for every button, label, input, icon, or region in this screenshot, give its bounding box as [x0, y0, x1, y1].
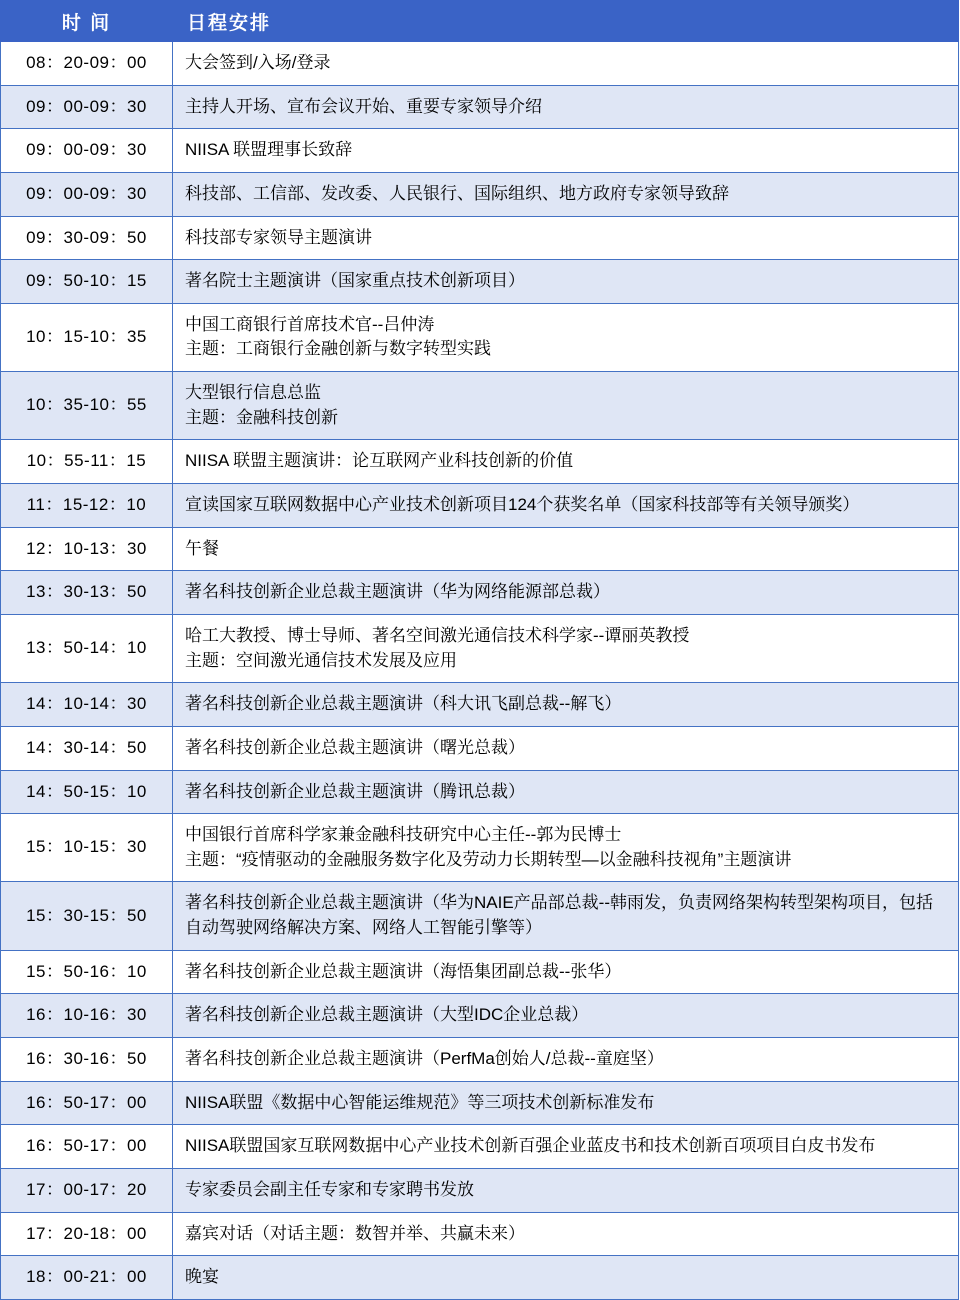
table-row: [1, 571, 959, 615]
cell-agenda-item: [173, 770, 959, 814]
cell-agenda-item: [173, 484, 959, 528]
agenda-item-line: 科技部、工信部、发改委、人民银行、国际组织、地方政府专家领导致辞: [185, 183, 729, 203]
cell-time: 09：00-09：30: [1, 85, 173, 129]
cell-agenda-item: [173, 1081, 959, 1125]
table-row: [1, 129, 959, 173]
cell-time: 10：35-10：55: [1, 372, 173, 440]
cell-agenda-item: [173, 172, 959, 216]
cell-time: 08：20-09：00: [1, 42, 173, 86]
table-row: [1, 814, 959, 882]
agenda-item-line: 午餐: [185, 538, 219, 558]
cell-time: 10：55-11：15: [1, 440, 173, 484]
cell-agenda-item: [173, 994, 959, 1038]
table-row: [1, 527, 959, 571]
header-row: [1, 1, 959, 42]
agenda-item-line: 著名科技创新企业总裁主题演讲（PerfMa创始人/总裁--童庭坚）: [185, 1049, 664, 1069]
cell-agenda-item: [173, 1125, 959, 1169]
cell-time: 13：30-13：50: [1, 571, 173, 615]
agenda-item-line: 主题：空间激光通信技术发展及应用: [185, 650, 457, 670]
agenda-item-line: 主题：工商银行金融创新与数字转型实践: [185, 339, 491, 359]
cell-agenda-item: [173, 1256, 959, 1300]
agenda-item-line: 嘉宾对话（对话主题：数智并举、共赢未来）: [185, 1223, 525, 1243]
table-row: [1, 770, 959, 814]
table-row: [1, 882, 959, 950]
agenda-item-line: 专家委员会副主任专家和专家聘书发放: [185, 1179, 474, 1199]
cell-agenda-item: [173, 726, 959, 770]
column-header-item: 日程安排: [173, 1, 959, 42]
table-header: [1, 1, 959, 42]
cell-time: 11：15-12：10: [1, 484, 173, 528]
agenda-item-line: 著名院士主题演讲（国家重点技术创新项目）: [185, 271, 525, 291]
cell-time: 09：30-09：50: [1, 216, 173, 260]
cell-time: 17：20-18：00: [1, 1212, 173, 1256]
cell-time: 17：00-17：20: [1, 1168, 173, 1212]
agenda-item-line: 著名科技创新企业总裁主题演讲（华为网络能源部总裁）: [185, 582, 610, 602]
cell-time: 15：30-15：50: [1, 882, 173, 950]
agenda-item-line: 著名科技创新企业总裁主题演讲（华为NAIE产品部总裁--韩雨发，负责网络架构转型架构项目，包括自动驾驶网络解决方案、网络人工智能引擎等）: [185, 893, 933, 938]
cell-agenda-item: [173, 950, 959, 994]
cell-agenda-item: [173, 1038, 959, 1082]
cell-agenda-item: [173, 129, 959, 173]
table-row: [1, 994, 959, 1038]
cell-agenda-item: [173, 882, 959, 950]
column-header-time: 时 间: [1, 1, 173, 42]
table-row: [1, 726, 959, 770]
cell-time: 14：50-15：10: [1, 770, 173, 814]
table-body: [1, 42, 959, 1300]
agenda-item-line: 中国银行首席科学家兼金融科技研究中心主任--郭为民博士: [185, 825, 622, 845]
table-row: [1, 85, 959, 129]
cell-agenda-item: [173, 571, 959, 615]
table-row: [1, 1081, 959, 1125]
agenda-item-line: 大型银行信息总监: [185, 383, 321, 403]
cell-time: 15：50-16：10: [1, 950, 173, 994]
table-row: [1, 1125, 959, 1169]
cell-agenda-item: [173, 85, 959, 129]
agenda-item-line: 主题：金融科技创新: [185, 407, 338, 427]
cell-time: 16：10-16：30: [1, 994, 173, 1038]
agenda-item-line: 著名科技创新企业总裁主题演讲（海悟集团副总裁--张华）: [185, 961, 622, 981]
table-row: [1, 950, 959, 994]
agenda-item-line: 著名科技创新企业总裁主题演讲（大型IDC企业总裁）: [185, 1005, 589, 1025]
table-row: [1, 614, 959, 682]
cell-time: 12：10-13：30: [1, 527, 173, 571]
cell-time: 14：30-14：50: [1, 726, 173, 770]
agenda-item-line: 宣读国家互联网数据中心产业技术创新项目124个获奖名单（国家科技部等有关领导颁奖）: [185, 495, 860, 515]
agenda-item-line: 科技部专家领导主题演讲: [185, 227, 372, 247]
table-row: [1, 484, 959, 528]
table-row: [1, 42, 959, 86]
table-row: [1, 1038, 959, 1082]
agenda-item-line: 著名科技创新企业总裁主题演讲（曙光总裁）: [185, 737, 525, 757]
table-row: [1, 260, 959, 304]
agenda-item-line: 著名科技创新企业总裁主题演讲（腾讯总裁）: [185, 781, 525, 801]
table-row: [1, 1256, 959, 1300]
cell-time: 09：00-09：30: [1, 129, 173, 173]
table-row: [1, 303, 959, 371]
table-row: [1, 172, 959, 216]
agenda-item-line: 主题：“疫情驱动的金融服务数字化及劳动力长期转型—以金融科技视角”主题演讲: [185, 849, 792, 869]
cell-time: 09：00-09：30: [1, 172, 173, 216]
cell-agenda-item: [173, 303, 959, 371]
cell-time: 18：00-21：00: [1, 1256, 173, 1300]
cell-time: 16：30-16：50: [1, 1038, 173, 1082]
agenda-item-line: 哈工大教授、博士导师、著名空间激光通信技术科学家--谭丽英教授: [185, 625, 690, 645]
cell-agenda-item: [173, 216, 959, 260]
agenda-item-line: NIISA 联盟理事长致辞: [185, 140, 353, 160]
agenda-item-line: NIISA联盟国家互联网数据中心产业技术创新百强企业蓝皮书和技术创新百项项目白皮书发布: [185, 1136, 876, 1156]
table-row: [1, 683, 959, 727]
cell-time: 09：50-10：15: [1, 260, 173, 304]
agenda-item-line: 大会签到/入场/登录: [185, 53, 331, 72]
cell-agenda-item: [173, 1168, 959, 1212]
cell-agenda-item: [173, 372, 959, 440]
cell-agenda-item: [173, 527, 959, 571]
cell-time: 15：10-15：30: [1, 814, 173, 882]
cell-agenda-item: [173, 1212, 959, 1256]
cell-time: 16：50-17：00: [1, 1081, 173, 1125]
table-row: [1, 216, 959, 260]
cell-agenda-item: [173, 814, 959, 882]
agenda-item-line: 中国工商银行首席技术官--吕仲涛: [185, 314, 435, 334]
agenda-item-line: 著名科技创新企业总裁主题演讲（科大讯飞副总裁--解飞）: [185, 694, 622, 714]
cell-time: 16：50-17：00: [1, 1125, 173, 1169]
agenda-item-line: 主持人开场、宣布会议开始、重要专家领导介绍: [185, 96, 542, 116]
cell-agenda-item: [173, 683, 959, 727]
cell-agenda-item: [173, 42, 959, 86]
table-row: [1, 372, 959, 440]
cell-agenda-item: [173, 614, 959, 682]
cell-agenda-item: [173, 440, 959, 484]
cell-time: 14：10-14：30: [1, 683, 173, 727]
cell-time: 10：15-10：35: [1, 303, 173, 371]
agenda-item-line: NIISA联盟《数据中心智能运维规范》等三项技术创新标准发布: [185, 1092, 655, 1112]
cell-agenda-item: [173, 260, 959, 304]
table-row: [1, 1212, 959, 1256]
table-row: [1, 1168, 959, 1212]
agenda-item-line: NIISA 联盟主题演讲：论互联网产业科技创新的价值: [185, 451, 574, 471]
agenda-item-line: 晚宴: [185, 1267, 219, 1287]
table-row: [1, 440, 959, 484]
cell-time: 13：50-14：10: [1, 614, 173, 682]
